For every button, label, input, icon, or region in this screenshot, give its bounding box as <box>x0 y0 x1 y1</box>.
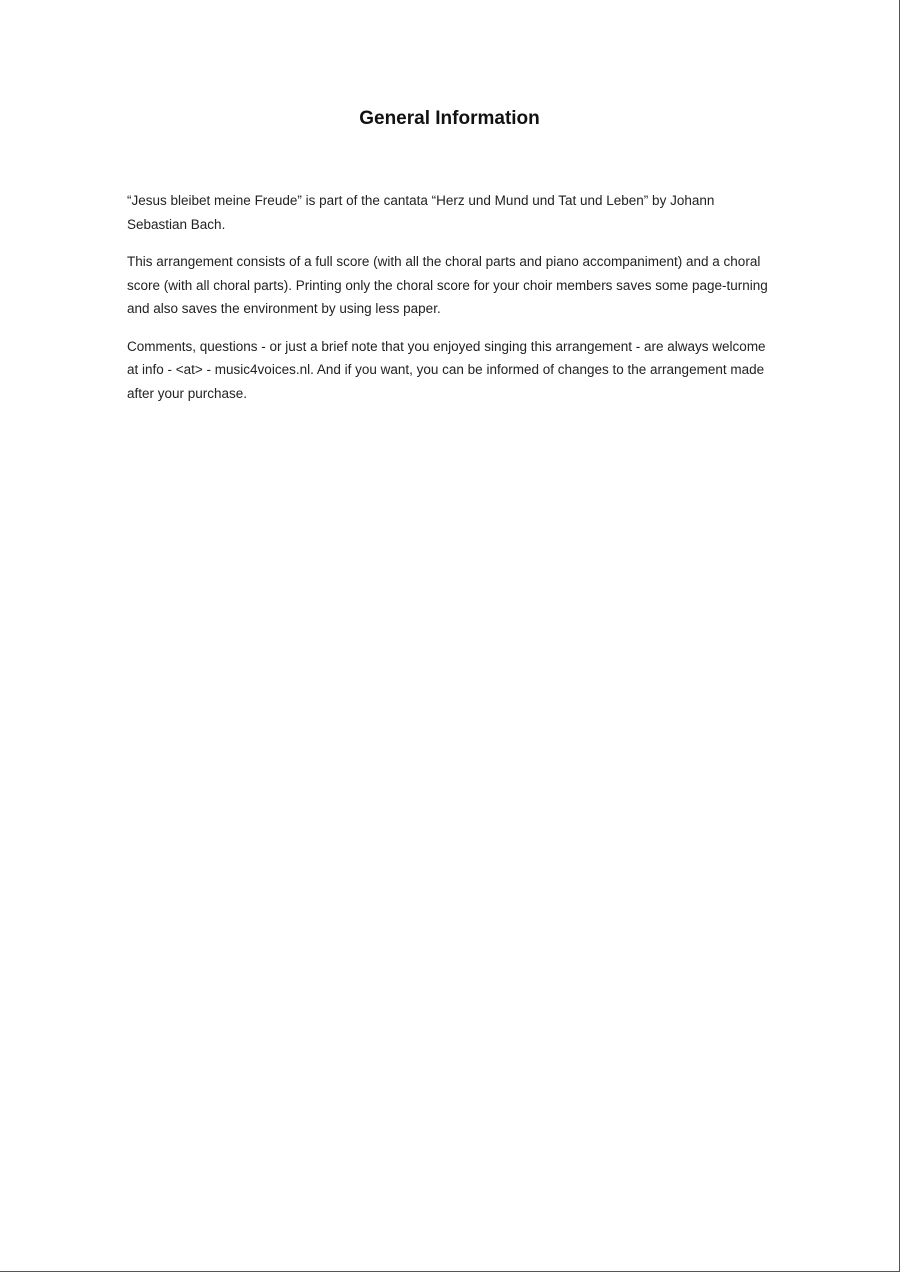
page-title: General Information <box>359 108 540 129</box>
paragraph-contact: Comments, questions - or just a brief note that you enjoyed singing this arrangement - are always welcome at info - <at> - music4voices.nl. And if you want, you can be informed of changes to the arrangement made after your purchase. <box>127 338 766 401</box>
paragraph-arrangement: This arrangement consists of a full score (with all the choral parts and piano accompaniment) and a choral score (with all choral parts). Printing only the choral score for your choir members saves some page-turning and also saves the environment by using less paper. <box>127 254 768 316</box>
paragraph-intro: “Jesus bleibet meine Freude” is part of the cantata “Herz und Mund und Tat und Leben” by Johann Sebastian Bach. <box>127 193 715 232</box>
document-body <box>127 189 777 419</box>
